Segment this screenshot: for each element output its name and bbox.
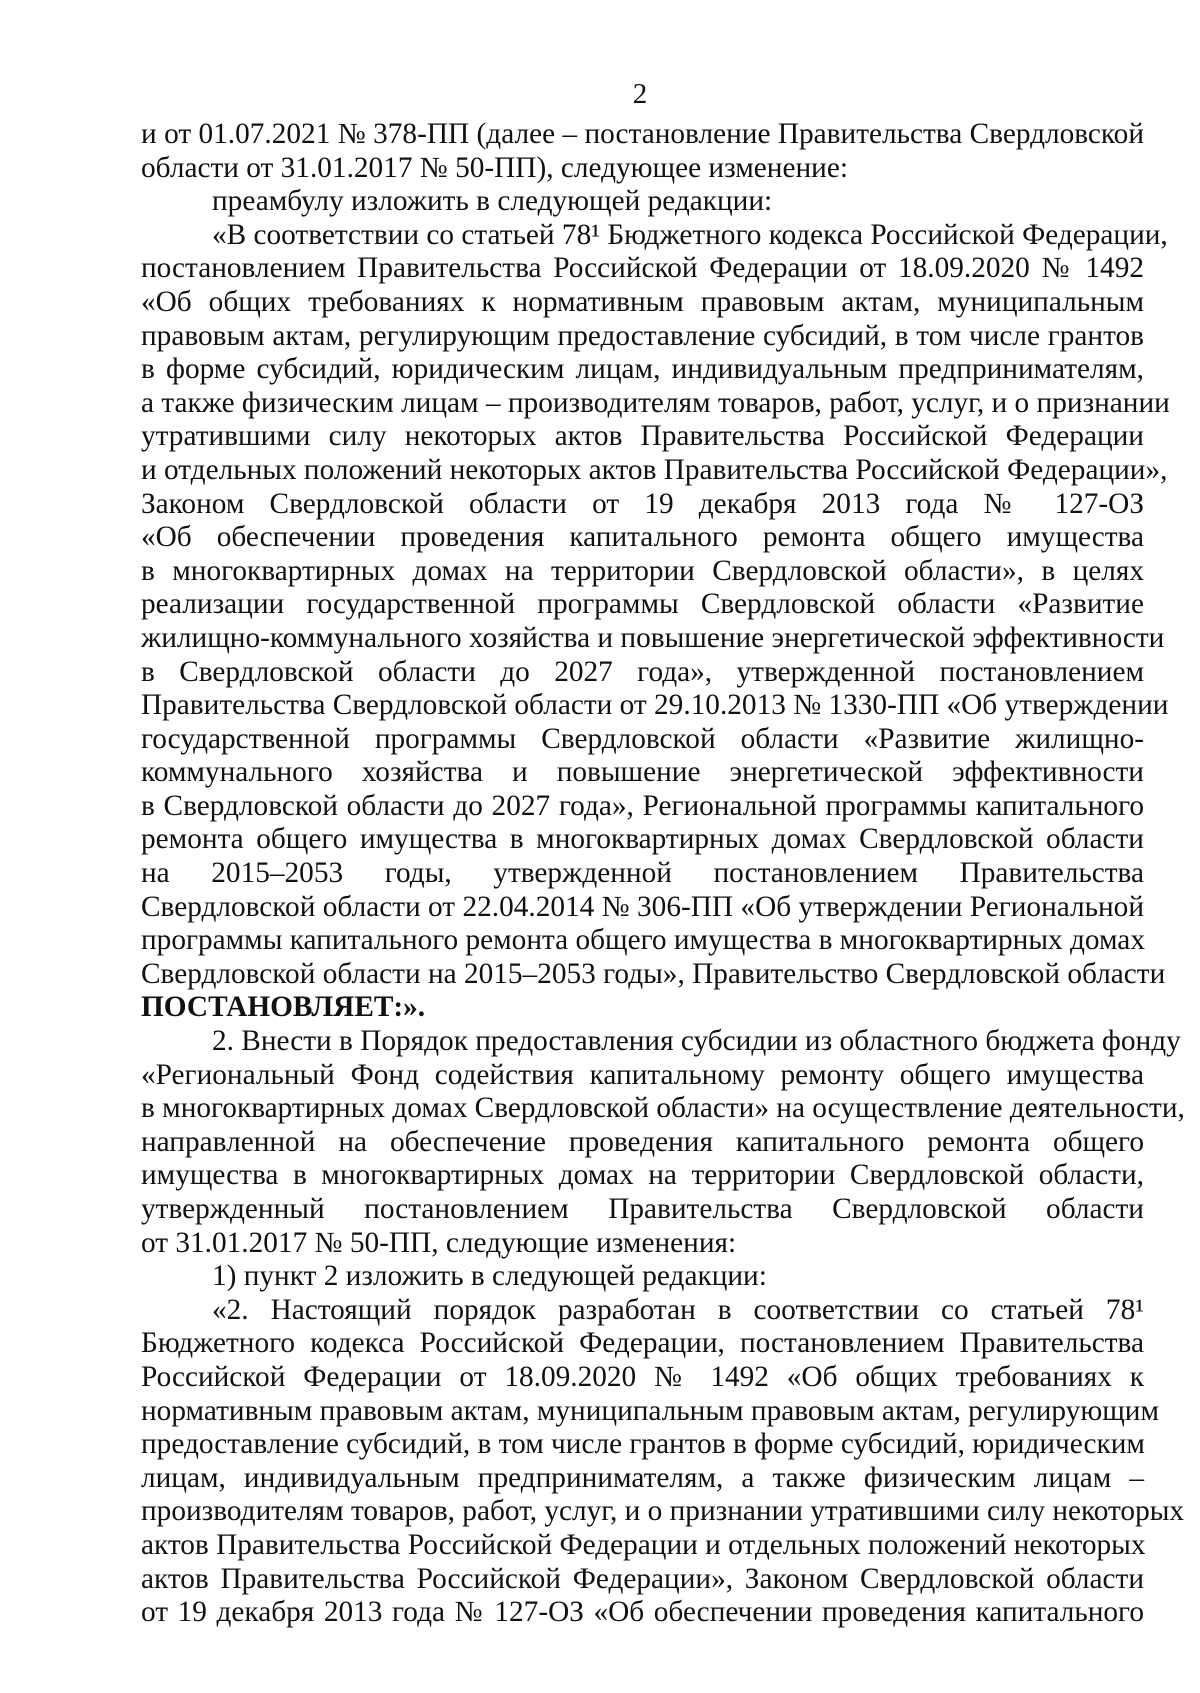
text-line: от 19 декабря 2013 года № 127-ОЗ «Об обеспечении проведения капитального xyxy=(141,1596,1144,1629)
text-line: жилищно-коммунального хозяйства и повышение энергетической эффективности xyxy=(141,621,1165,654)
document-body xyxy=(141,118,1185,1630)
text-line: 2. Внести в Порядок предоставления субсидии из областного бюджета фонду xyxy=(212,1025,1181,1058)
text-line: Свердловской области от 22.04.2014 № 306-ПП «Об утверждении Региональной xyxy=(141,890,1144,923)
text-line: 1) пункт 2 изложить в следующей редакции: xyxy=(212,1260,767,1293)
text-line: «2. Настоящий порядок разработан в соответствии со статьей 78¹ xyxy=(212,1293,1144,1326)
text-line: на 2015–2053 годы, утвержденной постановлением Правительства xyxy=(141,857,1144,890)
text-line: постановлением Правительства Российской Федерации от 18.09.2020 № 1492 xyxy=(141,252,1144,285)
text-line: ПОСТАНОВЛЯЕТ:». xyxy=(141,991,426,1024)
text-line: производителям товаров, работ, услуг, и о признании утратившими силу некоторых xyxy=(141,1495,1185,1528)
page-number: 2 xyxy=(632,78,648,110)
text-line: Свердловской области на 2015–2053 годы», Правительство Свердловской области xyxy=(141,957,1166,990)
text-line: предоставление субсидий, в том числе грантов в форме субсидий, юридическим xyxy=(141,1428,1145,1461)
text-line: правовым актам, регулирующим предоставление субсидий, в том числе грантов xyxy=(141,319,1144,352)
text-line: утратившими силу некоторых актов Правительства Российской Федерации xyxy=(141,420,1144,453)
text-line: нормативным правовым актам, муниципальным правовым актам, регулирующим xyxy=(141,1394,1159,1427)
text-line: направленной на обеспечение проведения капитального ремонта общего xyxy=(141,1125,1144,1158)
text-line: имущества в многоквартирных домах на территории Свердловской области, xyxy=(141,1159,1144,1192)
text-line: «В соответствии со статьей 78¹ Бюджетного кодекса Российской Федерации, xyxy=(212,218,1168,251)
text-line: актов Правительства Российской Федерации», Законом Свердловской области xyxy=(141,1562,1144,1595)
text-line: а также физическим лицам – производителям товаров, работ, услуг, и о признании xyxy=(141,386,1170,419)
text-line: и от 01.07.2021 № 378-ПП (далее – постановление Правительства Свердловской xyxy=(141,118,1144,150)
text-line: в многоквартирных домах Свердловской области» на осуществление деятельности, xyxy=(141,1092,1185,1125)
text-line: преамбулу изложить в следующей редакции: xyxy=(212,185,773,218)
text-line: в Свердловской области до 2027 года», утвержденной постановлением xyxy=(141,655,1144,688)
text-line: в форме субсидий, юридическим лицам, индивидуальным предпринимателям, xyxy=(141,353,1144,386)
text-line: Российской Федерации от 18.09.2020 № 1492 «Об общих требованиях к xyxy=(141,1360,1144,1393)
text-line: программы капитального ремонта общего имущества в многоквартирных домах xyxy=(141,924,1145,957)
text-line: лицам, индивидуальным предпринимателям, а также физическим лицам – xyxy=(141,1461,1144,1494)
text-line: и отдельных положений некоторых актов Правительства Российской Федерации», xyxy=(141,453,1168,486)
text-line: Законом Свердловской области от 19 декабря 2013 года № 127-ОЗ xyxy=(141,487,1144,520)
text-line: утвержденный постановлением Правительства Свердловской области xyxy=(141,1193,1144,1225)
text-line: Правительства Свердловской области от 29.10.2013 № 1330-ПП «Об утверждении xyxy=(141,689,1169,722)
text-line: области от 31.01.2017 № 50-ПП), следующее изменение: xyxy=(141,151,848,184)
text-line: реализации государственной программы Свердловской области «Развитие xyxy=(141,588,1144,621)
text-line: в Свердловской области до 2027 года», Региональной программы капитального xyxy=(141,789,1144,822)
text-line: актов Правительства Российской Федерации и отдельных положений некоторых xyxy=(141,1528,1146,1561)
text-line: «Об общих требованиях к нормативным правовым актам, муниципальным xyxy=(141,285,1144,318)
text-line: «Региональный Фонд содействия капитальному ремонту общего имущества xyxy=(141,1058,1144,1091)
text-line: ремонта общего имущества в многоквартирных домах Свердловской области xyxy=(141,823,1144,856)
text-line: в многоквартирных домах на территории Свердловской области», в целях xyxy=(141,554,1144,587)
text-line: государственной программы Свердловской области «Развитие жилищно- xyxy=(141,722,1144,755)
text-line: Бюджетного кодекса Российской Федерации, постановлением Правительства xyxy=(141,1327,1144,1360)
text-line: от 31.01.2017 № 50-ПП, следующие изменения: xyxy=(141,1226,737,1259)
text-line: коммунального хозяйства и повышение энергетической эффективности xyxy=(141,756,1144,789)
text-line: «Об обеспечении проведения капитального ремонта общего имущества xyxy=(141,521,1144,554)
